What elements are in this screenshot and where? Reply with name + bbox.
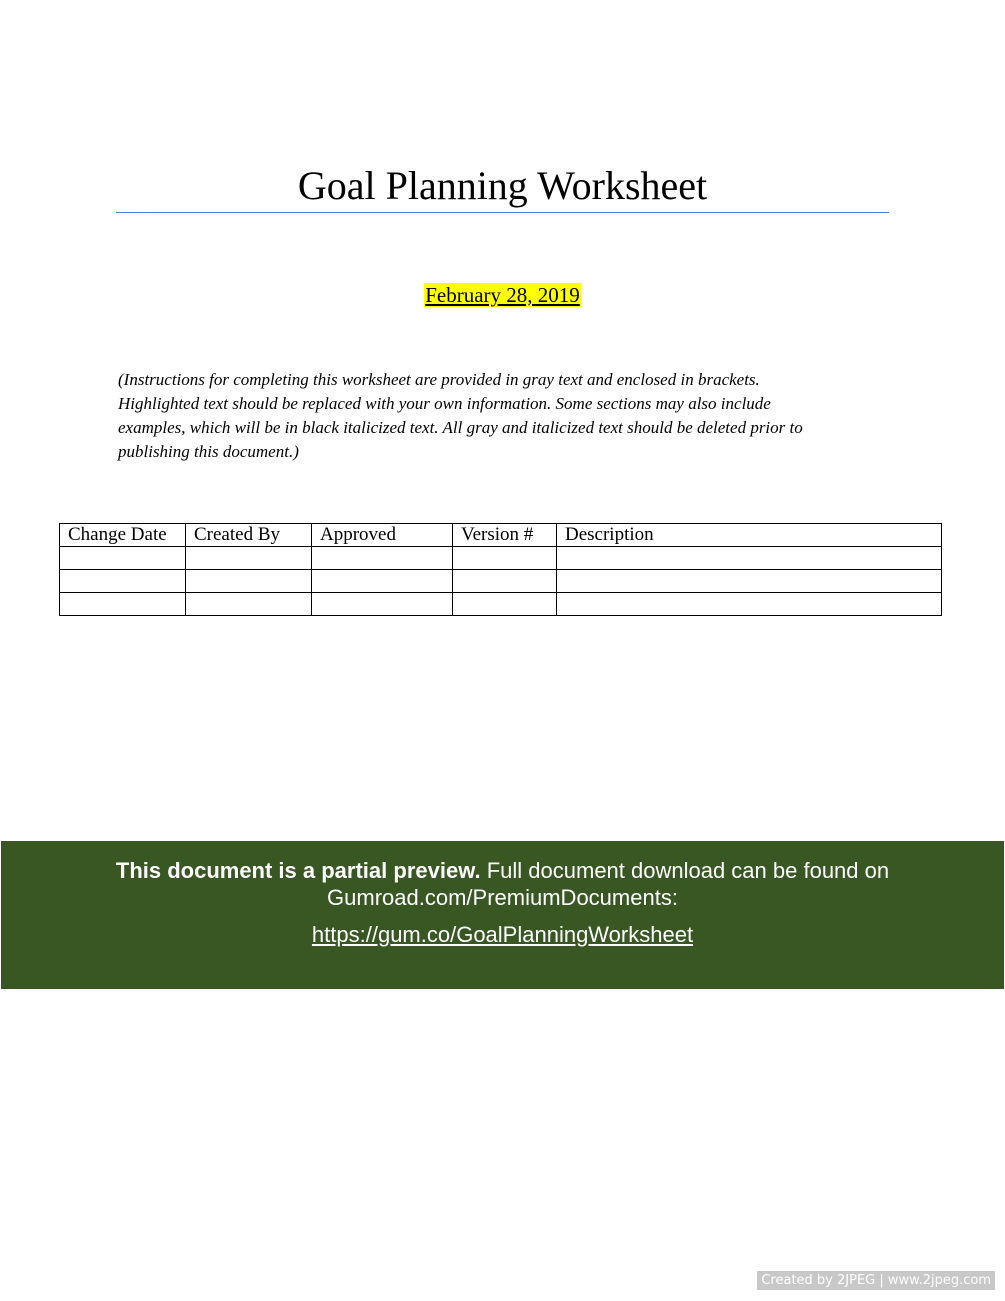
header-created-by: Created By [186,524,312,547]
table-cell[interactable] [186,547,312,570]
preview-notice-line1: Full document download can be found on [480,858,890,883]
table-cell[interactable] [60,593,186,616]
table-cell[interactable] [312,547,453,570]
title-underline-divider [116,212,889,213]
table-cell[interactable] [453,547,557,570]
partial-preview-banner [1,841,1004,989]
table-cell[interactable] [60,570,186,593]
revision-history-table [59,523,942,616]
header-approved: Approved [312,524,453,547]
header-change-date: Change Date [60,524,186,547]
table-cell[interactable] [557,547,942,570]
header-description: Description [557,524,942,547]
table-header-row [60,524,942,547]
preview-notice-bold: This document is a partial preview. [115,858,481,883]
instructions-paragraph: (Instructions for completing this worksheet are provided in gray text and enclosed in brackets. Highlighted text should be replaced with your own information. Some sections may also include examples, which will be in black italicized text. All gray and italicized text should be deleted prior to publishing this document.) [118,370,803,461]
watermark-badge: Created by 2JPEG | www.2jpeg.com [757,1271,995,1290]
table-cell[interactable] [60,547,186,570]
table-row [60,593,942,616]
table-row [60,570,942,593]
table-cell[interactable] [453,570,557,593]
table-cell[interactable] [186,593,312,616]
table-cell[interactable] [557,593,942,616]
table-cell[interactable] [186,570,312,593]
preview-notice-text [1,857,1004,911]
table-cell[interactable] [312,593,453,616]
preview-notice-line2: Gumroad.com/PremiumDocuments: [327,885,678,910]
header-version: Version # [453,524,557,547]
download-link[interactable]: https://gum.co/GoalPlanningWorksheet [311,922,694,947]
table-row [60,547,942,570]
table-cell[interactable] [557,570,942,593]
document-title: Goal Planning Worksheet [297,163,708,208]
table-cell[interactable] [453,593,557,616]
table-cell[interactable] [312,570,453,593]
highlighted-date-text[interactable]: February 28, 2019 [425,283,580,307]
document-date [0,281,1005,309]
